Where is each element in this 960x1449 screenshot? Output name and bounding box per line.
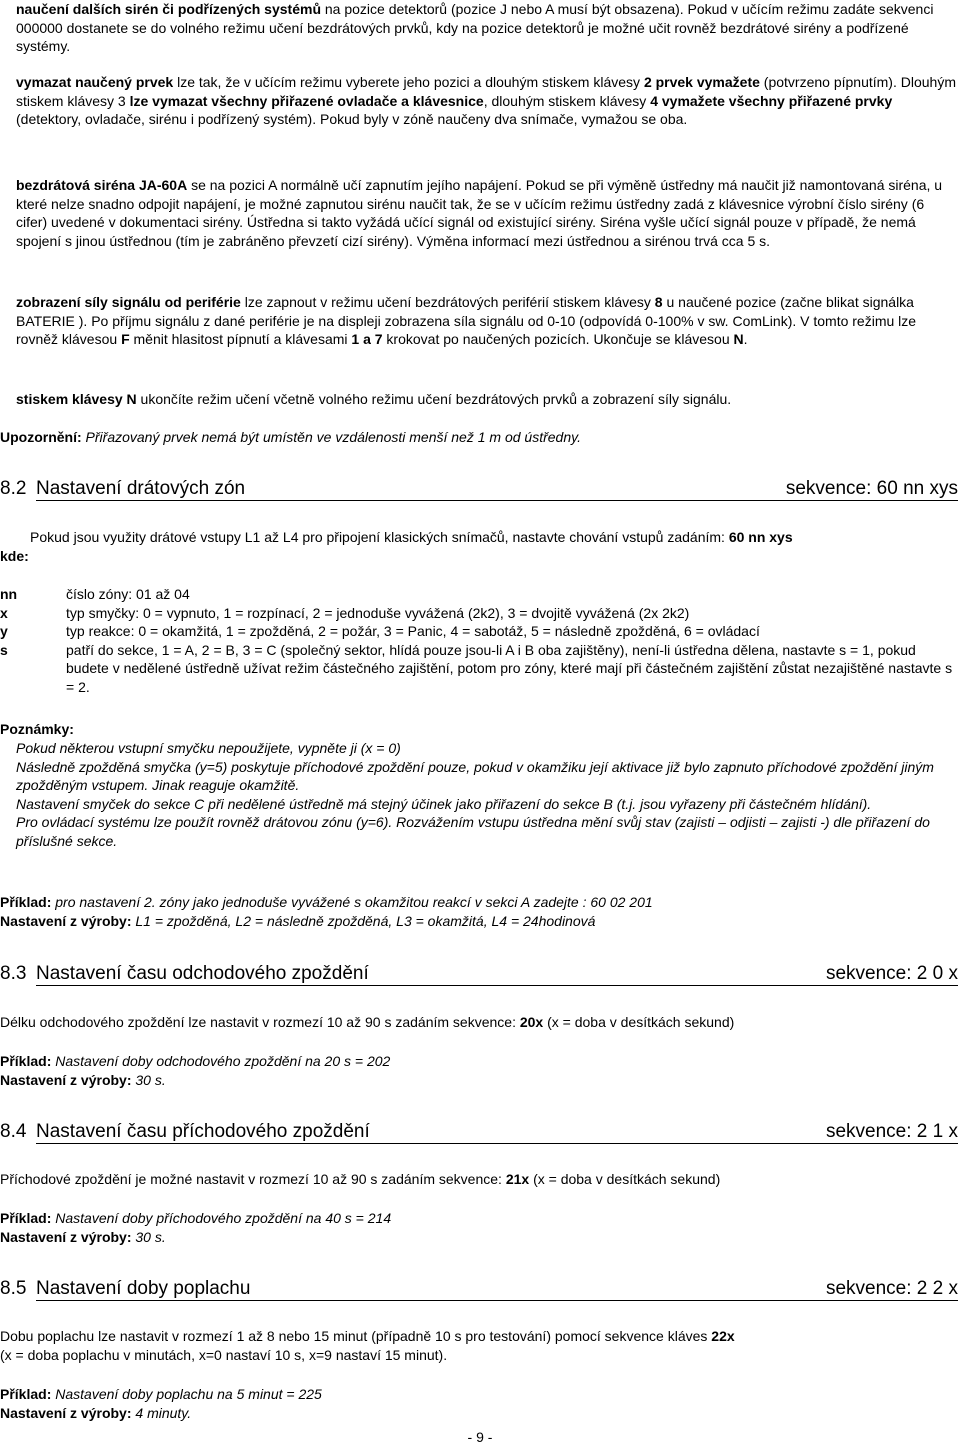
section-title: Nastavení doby poplachu [36,1278,251,1299]
paragraph-end-learning [16,390,958,409]
bold-term: 60 nn xys [728,529,793,545]
note-item: Následně zpožděná smyčka (y=5) poskytuje příchodové zpoždění pouze, pokud v okamžiku její aktivace již bylo zapnuto příchodové zpoždění jiným zpožděným vstupem. Jinak reaguje okamžitě. [16,758,934,793]
bold-term: stiskem klávesy N [16,391,137,407]
paragraph-text: (x = doba v desítkách sekund) [529,1171,721,1187]
bold-term: naučení dalších sirén či podřízených systémů [16,1,321,17]
section-number: 8.3 [0,963,27,984]
factory-default-label: Nastavení z výroby: [0,1072,132,1088]
section-intro [0,528,958,565]
factory-default-line [0,1228,958,1247]
bold-term: 8 [654,294,663,310]
section-sequence: sekvence: 60 nn xys [785,478,958,499]
factory-default-text: L1 = zpožděná, L2 = následně zpožděná, L3 = okamžitá, L4 = 24hodinová [131,913,596,929]
example-label: Příklad: [0,1386,52,1402]
bold-term: 22x [711,1328,735,1344]
page-number: - 9 - [467,1429,493,1445]
warning-note [0,428,958,447]
paragraph-wireless-siren [16,176,958,250]
example-line [0,1385,958,1404]
section-sequence: sekvence: 2 2 x [825,1278,958,1299]
bold-term: zobrazení síly signálu od periférie [16,294,241,310]
parameter-row [0,622,958,641]
where-label: kde: [0,547,29,564]
example-label: Příklad: [0,1210,52,1226]
section-number: 8.5 [0,1278,27,1299]
example-text: Nastavení doby příchodového zpoždění na 40 s = 214 [51,1210,392,1226]
section-title-rule [36,1277,958,1301]
section-body [0,1170,958,1189]
parameter-list [0,585,958,696]
factory-default-label: Nastavení z výroby: [0,1405,132,1421]
bold-term: vymazat naučený prvek [16,74,174,90]
factory-default-text: 30 s. [131,1072,166,1088]
note-item: Pro ovládací systému lze použít rovněž drátovou zónu (y=6). Rozvážením vstupu ústředna mění svůj stav (zajisti – odjisti – zajisti -) dle přiřazení do příslušné sekce. [16,814,930,849]
warning-text: Přiřazovaný prvek nemá být umístěn ve vzdálenosti menší než 1 m od ústředny. [85,429,581,445]
paragraph-text: krokovat po naučených pozicích. Ukončuje se klávesou [382,331,734,347]
section-title: Nastavení času odchodového zpoždění [36,963,369,984]
section-sequence: sekvence: 2 1 x [825,1121,958,1142]
section-title-rule [36,1120,958,1144]
factory-default-line [0,912,958,931]
example-text: pro nastavení 2. zóny jako jednoduše vyvážené s okamžitou reakcí v sekci A zadejte : 60 02 201 [51,894,653,910]
paragraph-text: lze tak, že v učícím režimu vyberete jeho pozici a dlouhým stiskem klávesy [173,74,644,90]
paragraph-delete-element [16,73,958,129]
factory-default-line [0,1404,958,1423]
warning-label: Upozornění: [0,429,86,445]
example-line [0,1209,958,1228]
section-title: Nastavení drátových zón [36,478,246,499]
paragraph-text: , dlouhým stiskem klávesy [483,92,651,109]
bold-term: 1 a 7 [351,331,383,347]
paragraph-text: (x = doba poplachu v minutách, x=0 nastaví 10 s, x=9 nastaví 15 minut). [0,1346,448,1363]
section-title-rule [36,962,958,986]
factory-default-label: Nastavení z výroby: [0,913,132,929]
parameter-key: x [0,604,8,621]
bold-term: 20x [519,1014,544,1030]
note-item: Nastavení smyček do sekce C při nedělené ústředně má stejný účinek jako přiřazení do sekce B (t.j. jsou vyřazeny při částečném hlídání). [16,795,872,812]
section-body [0,1013,958,1032]
paragraph-text: (x = doba v desítkách sekund) [543,1014,735,1030]
parameter-key: y [0,623,8,639]
paragraph-text: lze zapnout v režimu učení bezdrátových periférií stiskem klávesy [240,294,655,310]
parameter-row [0,585,958,604]
section-body [0,1327,958,1364]
bold-term: lze vymazat všechny přiřazené ovladače a klávesnice [129,92,484,109]
paragraph-text: . [743,331,748,347]
paragraph-text: na pozice detektorů (pozice J nebo A musí být obsazena). Pokud v učícím režimu zadáte sekvenci 000000 dostanete se do volného režimu učení bezdrátových prvků, kdy na pozice detektorů je možné učit rovněž bezdrátové sirény a podřízené systémy. [16,1,934,54]
paragraph-text: Pokud jsou využity drátové vstupy L1 až L4 pro připojení klasických snímačů, nastavte chování vstupů zadáním: [30,529,729,545]
paragraph-text: u naučené pozice (začne blikat signálka BATERIE ). Po příjmu signálu z dané periférie je na displeji zobrazena síla signálu od 0-10 (odpovídá 0-100% v sw. ComLink). V tomto režimu lze rovněž klávesou [16,294,917,347]
bold-term: F [121,331,130,347]
paragraph-text: (detektory, ovladače, sirénu i podřízený systém). Pokud byly v zóně naučeny dva snímače, vymažou se oba. [16,111,688,127]
paragraph-text: Dobu poplachu lze nastavit v rozmezí 1 až 8 nebo 15 minut (případně 10 s pro testování) pomocí sekvence kláves [0,1328,712,1344]
bold-term: bezdrátová siréna JA-60A [16,177,188,193]
bold-term: N [733,331,744,347]
parameter-desc: číslo zóny: 01 až 04 [66,586,190,602]
section-number: 8.2 [0,478,27,499]
example-label: Příklad: [0,894,52,910]
paragraph-signal-strength [16,293,958,349]
parameter-row [0,641,958,697]
parameter-key: s [0,641,8,658]
paragraph-text: (potvrzeno pípnutím). Dlouhým stiskem klávesy 3 [16,74,956,109]
bold-term: 4 vymažete všechny přiřazené prvky [650,92,893,109]
notes-title: Poznámky: [0,721,74,737]
parameter-key: nn [0,586,18,602]
parameter-row [0,604,958,623]
factory-default-label: Nastavení z výroby: [0,1229,132,1245]
parameter-desc: typ reakce: 0 = okamžitá, 1 = zpožděná, 2 = požár, 3 = Panic, 4 = sabotáž, 5 = následně zpožděná, 6 = ovládací [66,623,760,639]
bold-term: 2 prvek vymažete [643,74,760,90]
paragraph-text: Příchodové zpoždění je možné nastavit v rozmezí 10 až 90 s zadáním sekvence: [0,1171,506,1187]
factory-default-text: 30 s. [131,1229,166,1245]
example-label: Příklad: [0,1053,52,1069]
paragraph-text: ukončíte režim učení včetně volného režimu učení bezdrátových prvků a zobrazení síly signálu. [136,391,732,407]
parameter-desc: patří do sekce, 1 = A, 2 = B, 3 = C (společný sektor, hlídá pouze jsou-li A i B oba zajištěny), není-li ústředna dělena, nastavte s = 1, pokud budete v nedělené ústředně užívat režim částečného zajištění, potom pro zóny, které mají při částečném zajištění zůstat nezajištěné nastavte s = 2. [66,641,953,695]
example-text: Nastavení doby odchodového zpoždění na 20 s = 202 [51,1053,391,1069]
paragraph-learning-sirens [16,0,958,56]
paragraph-text: měnit hlasitost pípnutí a klávesami [129,331,352,347]
bold-term: 21x [505,1171,530,1187]
paragraph-text: Délku odchodového zpoždění lze nastavit v rozmezí 10 až 90 s zadáním sekvence: [0,1014,520,1030]
note-item: Pokud některou vstupní smyčku nepoužijete, vypněte ji (x = 0) [16,740,401,756]
paragraph-text: se na pozici A normálně učí zapnutím jejího napájení. Pokud se při výměně ústředny má naučit již namontovaná siréna, u které nelze snadno odpojit napájení, je možné zapnutou sirénu naučit tak, že se v učícím režimu ústředny zadá z klávesnice výrobní číslo sirény (6 cifer) uvedené v dokumentaci sirény. Ústředna si takto vyžádá učící signál od existující sirény. Siréna vyšle učící signál pouze v případě, že nemá spojení s jinou ústřednou (tím je zabráněno převzetí cizí sirény). Výměna informací mezi ústřednou a sirénou trvá cca 5 s. [16,177,943,249]
section-number: 8.4 [0,1121,27,1142]
factory-default-line [0,1071,958,1090]
notes-list [16,739,958,850]
parameter-desc: typ smyčky: 0 = vypnuto, 1 = rozpínací, 2 = jednoduše vyvážená (2k2), 3 = dvojitě vyvážená (2x 2k2) [66,604,690,621]
section-title: Nastavení času příchodového zpoždění [36,1121,370,1142]
example-line [0,893,958,912]
example-text: Nastavení doby poplachu na 5 minut = 225 [51,1386,322,1402]
factory-default-text: 4 minuty. [131,1405,192,1421]
section-sequence: sekvence: 2 0 x [825,963,958,984]
example-line [0,1052,958,1071]
